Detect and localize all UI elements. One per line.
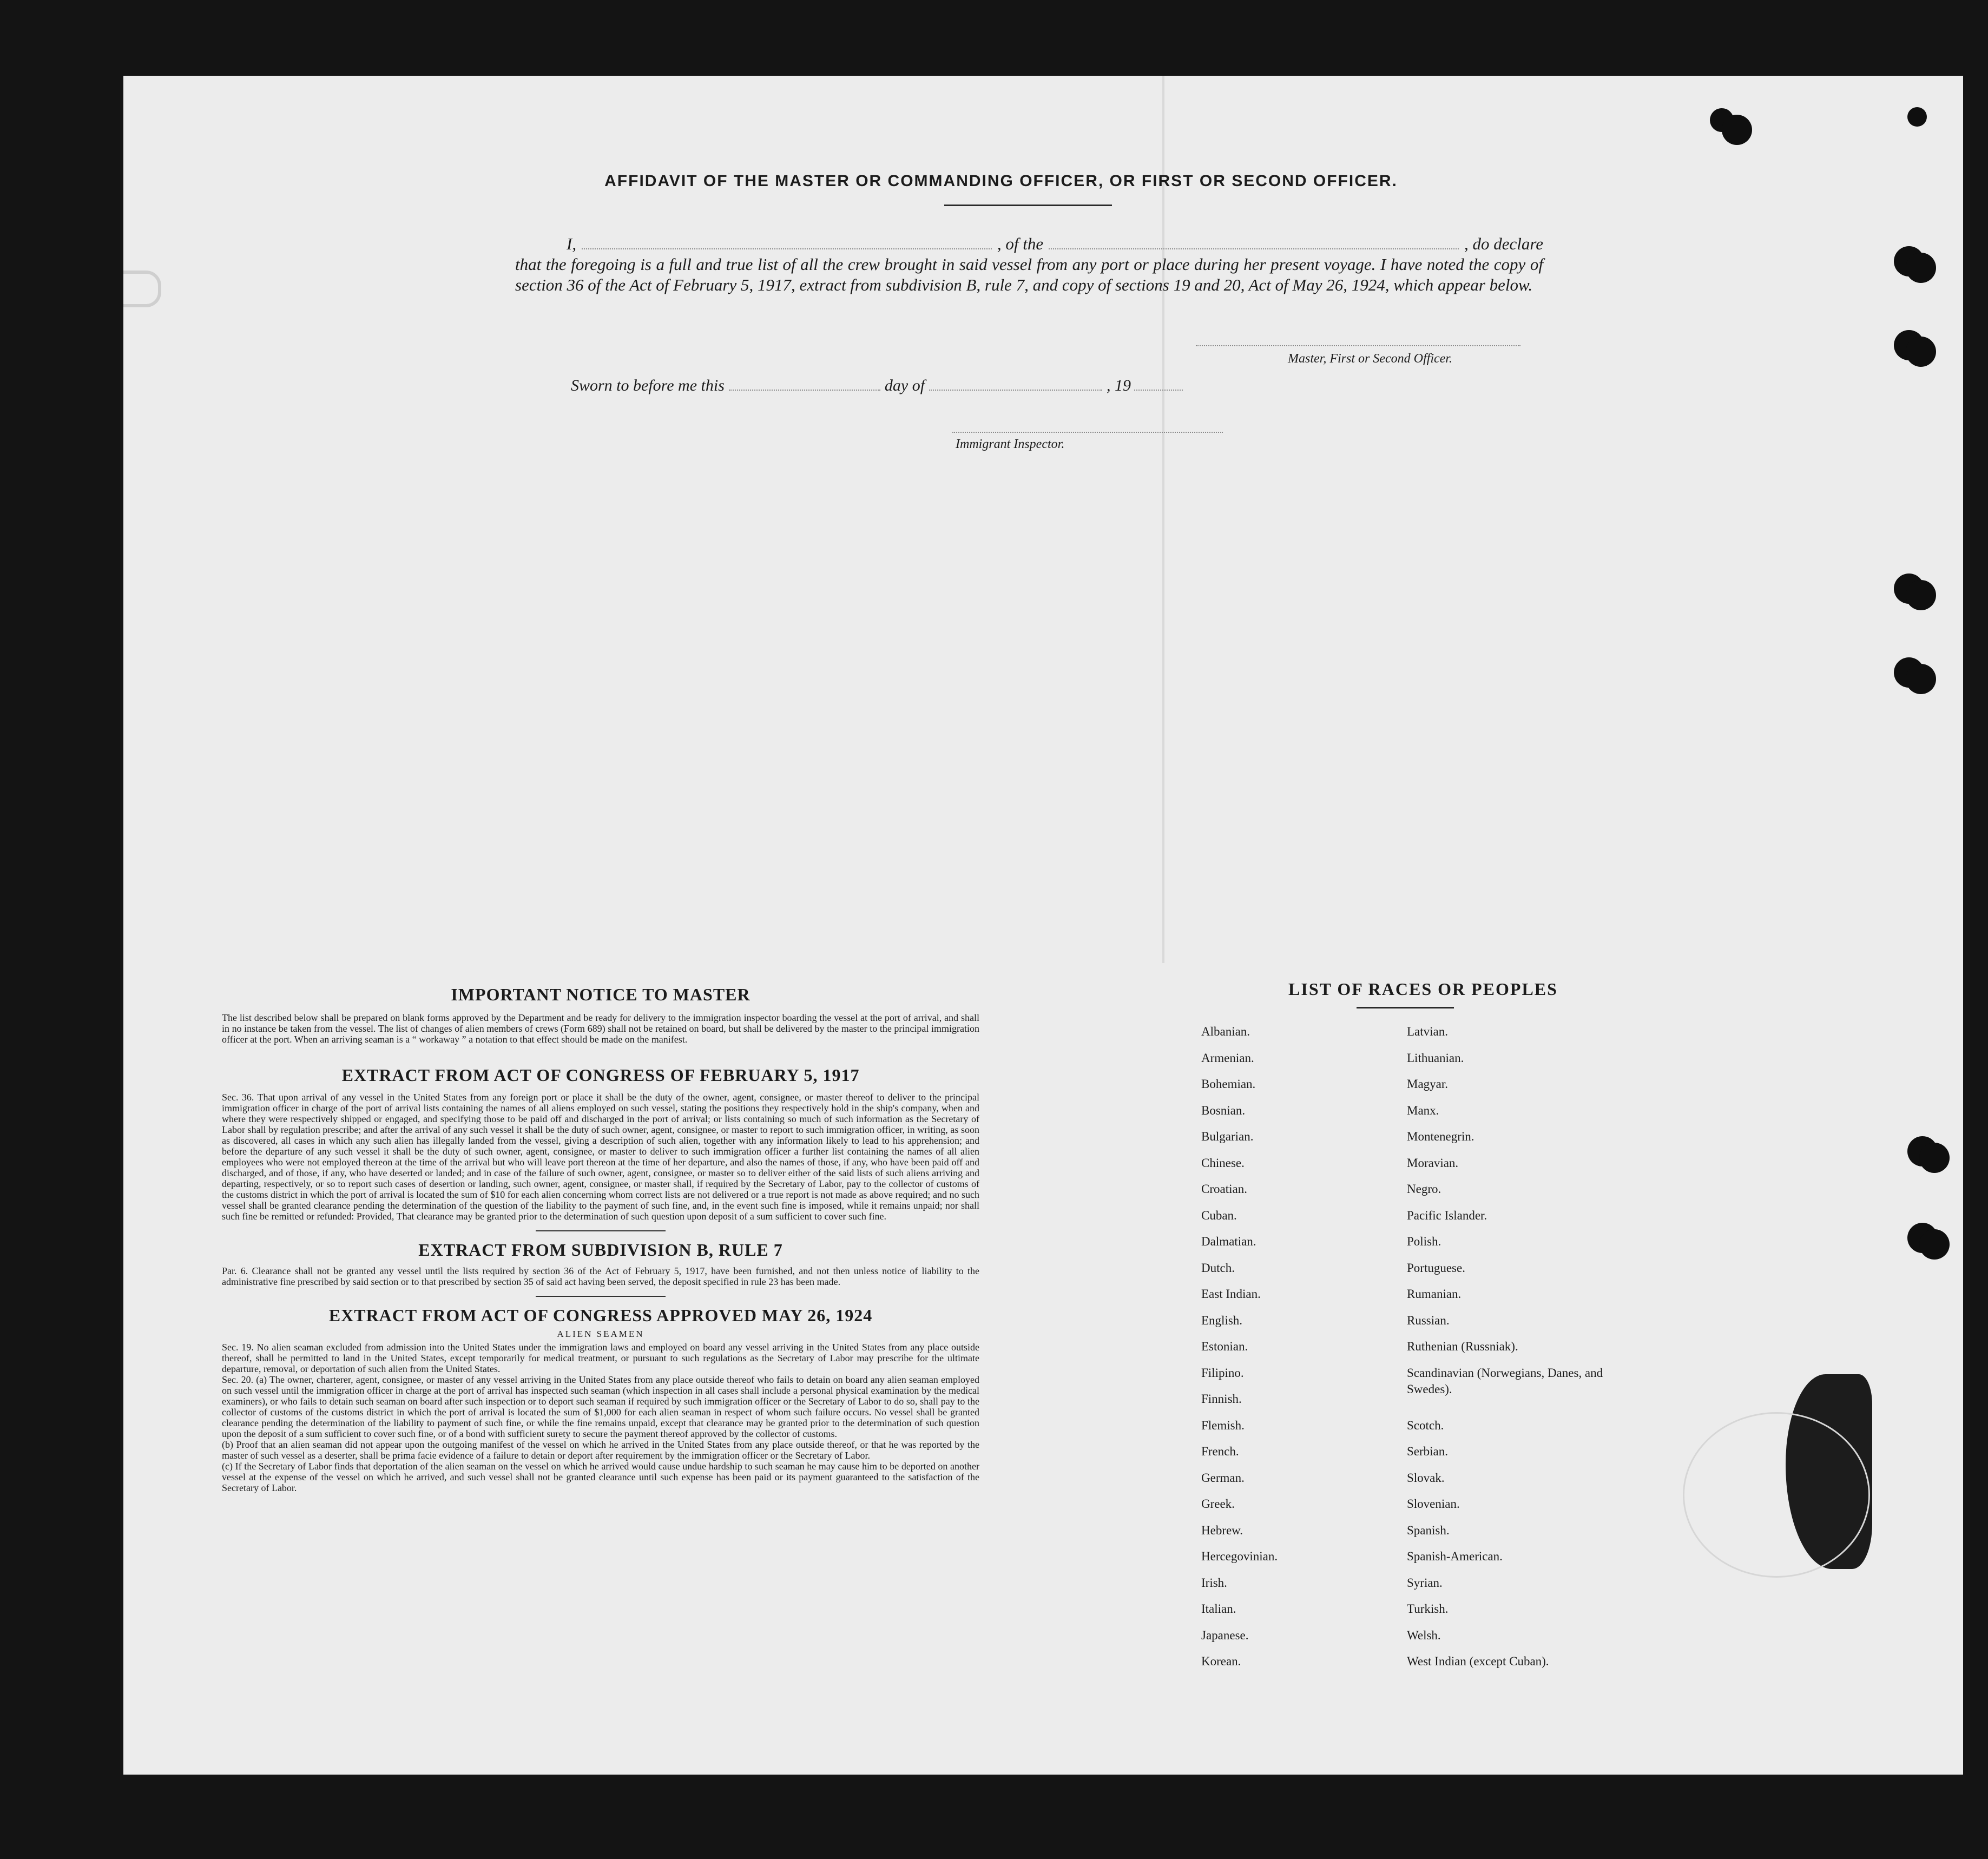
race-item: Chinese. — [1201, 1156, 1245, 1170]
subdivision-b-text: Par. 6. Clearance shall not be granted any vessel until the lists required by section 36 of the Act of February 5, 1917, have been furnished, and not then unless notice of liability to the administrative fine prescribed by said section or to that prescribed by section 35 of said act having been served, the deposit specified in rule 23 has been made. — [222, 1265, 979, 1287]
races-title: LIST OF RACES OR PEOPLES — [1288, 979, 1558, 999]
race-item: Albanian. — [1201, 1025, 1250, 1038]
extract-1917-text: Sec. 36. That upon arrival of any vessel in the United States from any foreign port or place it shall be the duty of the owner, agent, consignee, or master thereof to deliver to the principal immigration officer in charge of the port of arrival lists containing the names of all aliens employed on such vessel, stating the positions they respectively hold in the ship's company, when and where they were respectively shipped or engaged, and specifying those to be paid off and discharged in the port of arrival; or lists containing so much of such information as the Secretary of Labor shall by regulation prescribe; and after the arrival of any such vessel it shall be the duty of such owner, agent, consignee, or master to report to such immigration officer, in writing, as soon as discovered, all cases in which any such alien has illegally landed from the vessel, giving a description of such alien, together with any information likely to lead to his apprehension; and before the departure of any such vessel it shall be the duty of such owner, agent, consignee, or master to deliver to such immigration officer a further list containing the names of all alien employees who were not employed thereon at the time of the arrival but who will leave port thereon at the time of her departure, and also the names of those, if any, who have been paid off and discharged, and of those, if any, who have deserted or landed; and in case of the failure of such owner, agent, consignee, or master so to deliver either of the said lists of such aliens arriving and departing, respectively, or so to report such cases of desertion or landing, such owner, agent, consignee, or master shall, if required by the Secretary of Labor, pay to the collector of customs of the customs district in which the port of arrival is located the sum of $10 for each alien concerning whom correct lists are not delivered or a true report is not made as above required; and no such vessel shall be granted clearance pending the determination of the question of the liability to the payment of such fine, and, in the event such fine is imposed, while it remains unpaid; nor shall such fine be remitted or refunded: Provided, That clearance may be granted prior to the determination of such question upon deposit of a sum sufficient to cover such fine. — [222, 1092, 979, 1222]
day-field[interactable] — [729, 378, 880, 391]
sec19-text: Sec. 19. No alien seaman excluded from admission into the United States under the immigration laws and employed on board any vessel arriving in the United States from any place outside thereof, shall be permitted to land in the United States, except temporarily for medical treatment, or pursuant to such regulations as the Secretary of Labor may prescribe for the ultimate departure, removal, or deportation of such alien from the United States. — [222, 1342, 979, 1374]
sworn-text: Sworn to before me this — [571, 377, 725, 394]
race-item: Greek. — [1201, 1497, 1235, 1511]
punch-hole — [1894, 573, 1924, 604]
section-divider — [536, 1296, 666, 1297]
punch-hole — [1907, 107, 1927, 127]
races-column-2 — [1407, 1024, 1612, 1680]
extract-1924-title: EXTRACT FROM ACT OF CONGRESS APPROVED MAY 26, 1924 — [328, 1306, 873, 1325]
faded-seal — [1683, 1412, 1870, 1578]
races-section — [1201, 979, 1612, 1680]
races-column-1 — [1201, 1024, 1407, 1680]
race-item: Croatian. — [1201, 1182, 1247, 1196]
race-item: Moravian. — [1407, 1156, 1459, 1170]
section-divider — [536, 1230, 666, 1231]
master-signature-line[interactable] — [1196, 344, 1520, 346]
day-of-label: day of — [884, 377, 925, 394]
race-item: Syrian. — [1407, 1575, 1443, 1590]
race-item: German. — [1201, 1471, 1245, 1485]
race-item: West Indian (except Cuban). — [1407, 1654, 1549, 1668]
sec20a-text: Sec. 20. (a) The owner, charterer, agent, consignee, or master of any vessel arriving in the United States from any place outside thereof who fails to detain on board any alien seaman employed on such vessel until the immigration officer in charge at the port of arrival has inspected such seaman (which inspection in all cases shall include a personal physical examination by the medical examiners), or who fails to detain such seaman on board after such inspection or to deport such seaman if required by such immigration officer or the Secretary of Labor to do so, shall pay to the collector of customs of the customs district in which the port of arrival is located the sum of $1,000 for each alien seaman in respect of whom such failure occurs. No vessel shall be granted clearance pending the determination of the liability to payment of such fine, or while the fine remains unpaid, except that clearance may be granted prior to the determination of such question upon the deposit of a sum sufficient to cover such fine, or of a bond with sufficient surety to secure the payment thereof approved by the collector of customs. — [222, 1374, 979, 1439]
race-item: English. — [1201, 1313, 1243, 1327]
punch-hole — [1894, 657, 1924, 688]
fold-line — [1162, 76, 1164, 963]
race-item: Cuban. — [1201, 1208, 1237, 1222]
vessel-field[interactable] — [1049, 235, 1459, 249]
race-item: Japanese. — [1201, 1628, 1249, 1642]
i-label: I, — [567, 234, 577, 253]
punch-hole — [1907, 1136, 1938, 1166]
month-field[interactable] — [929, 378, 1102, 391]
race-item: Polish. — [1407, 1235, 1441, 1248]
of-the-label: , of the — [997, 234, 1044, 253]
sec20b-text: (b) Proof that an alien seaman did not appear upon the outgoing manifest of the vessel on which he arrived in the United States from any place outside thereof, or that he was reported by the master of such vessel as a deserter, shall be prima facie evidence of a failure to detain or deport after requirement by the immigration officer or the Secretary of Labor. — [222, 1439, 979, 1461]
race-item: Finnish. — [1201, 1392, 1242, 1406]
declare-label: , do declare — [1464, 234, 1544, 253]
race-item: French. — [1201, 1445, 1239, 1458]
race-item: Montenegrin. — [1407, 1130, 1474, 1143]
race-item: Scandinavian (Norwegians, Danes, and Swedes). — [1407, 1366, 1603, 1396]
race-item: Manx. — [1407, 1103, 1439, 1117]
punch-hole — [1894, 330, 1924, 360]
paper-clip — [123, 271, 161, 307]
sworn-line — [571, 377, 1183, 395]
race-item: Russian. — [1407, 1313, 1450, 1327]
races-columns — [1201, 1024, 1612, 1680]
race-item: Turkish. — [1407, 1602, 1449, 1616]
race-item: East Indian. — [1201, 1287, 1261, 1301]
race-item: Dalmatian. — [1201, 1235, 1256, 1248]
race-item: Estonian. — [1201, 1340, 1248, 1353]
extract-1917-title: EXTRACT FROM ACT OF CONGRESS OF FEBRUARY 5, 1917 — [341, 1065, 860, 1085]
affidavit-title: AFFIDAVIT OF THE MASTER OR COMMANDING OFFICER, OR FIRST OR SECOND OFFICER. — [604, 172, 1398, 190]
race-item: Slovenian. — [1407, 1497, 1460, 1511]
notice-title: IMPORTANT NOTICE TO MASTER — [451, 985, 751, 1004]
race-item: Lithuanian. — [1407, 1051, 1464, 1065]
race-item: Dutch. — [1201, 1261, 1235, 1275]
affidavit-body — [515, 234, 1543, 295]
race-item: Bulgarian. — [1201, 1130, 1254, 1143]
race-item: Rumanian. — [1407, 1287, 1462, 1301]
race-item: Hebrew. — [1201, 1523, 1243, 1537]
race-item: Negro. — [1407, 1182, 1441, 1196]
race-item: Bosnian. — [1201, 1103, 1246, 1117]
race-item: Latvian. — [1407, 1025, 1448, 1038]
race-item: Italian. — [1201, 1602, 1236, 1616]
affidavit-text: that the foregoing is a full and true list of all the crew brought in said vessel from any port or place during her present voyage. I have noted the copy of section 36 of the Act of February 5, 1917, extract from subdivision B, rule 7, and copy of sections 19 and 20, Act of May 26, 1924, which appear below. — [515, 255, 1543, 294]
extract-1924-subtitle: ALIEN SEAMEN — [557, 1329, 644, 1339]
punch-hole — [1894, 246, 1924, 276]
race-item: Irish. — [1201, 1575, 1227, 1590]
race-item: Korean. — [1201, 1654, 1241, 1668]
race-item: Hercegovinian. — [1201, 1550, 1278, 1563]
race-item: Filipino. — [1201, 1366, 1244, 1380]
race-item: Ruthenian (Russniak). — [1407, 1340, 1518, 1353]
name-field[interactable] — [582, 235, 992, 249]
race-item: Serbian. — [1407, 1445, 1449, 1458]
race-item: Portuguese. — [1407, 1261, 1465, 1275]
race-item: Armenian. — [1201, 1051, 1254, 1065]
year-field[interactable] — [1134, 378, 1183, 391]
race-item: Slovak. — [1407, 1471, 1445, 1485]
race-item: Scotch. — [1407, 1418, 1444, 1432]
year-prefix: , 19 — [1107, 377, 1131, 394]
subdivision-b-title: EXTRACT FROM SUBDIVISION B, RULE 7 — [418, 1240, 783, 1260]
master-label: Master, First or Second Officer. — [1288, 352, 1452, 366]
declaration-line — [515, 234, 1543, 254]
punch-hole — [1710, 108, 1734, 132]
race-item: Spanish-American. — [1407, 1550, 1503, 1563]
notice-section — [222, 985, 979, 1493]
race-item: Bohemian. — [1201, 1077, 1256, 1091]
inspector-signature-line[interactable] — [952, 432, 1223, 433]
sec20c-text: (c) If the Secretary of Labor finds that deportation of the alien seaman on the vessel on which he arrived would cause undue hardship to such seaman he may cause him to be deported on another vessel at the expense of the vessel on which he arrived, and such vessel shall not be granted clearance until such expense has been paid or its payment guaranteed to the satisfaction of the Secretary of Labor. — [222, 1461, 979, 1493]
title-rule — [944, 205, 1112, 206]
race-item: Welsh. — [1407, 1628, 1441, 1642]
race-item: Flemish. — [1201, 1418, 1245, 1432]
race-item: Pacific Islander. — [1407, 1208, 1487, 1222]
punch-hole — [1907, 1223, 1938, 1253]
races-rule — [1357, 1007, 1454, 1008]
notice-text: The list described below shall be prepared on blank forms approved by the Department and be ready for delivery to the immigration inspector boarding the vessel at the port of arrival, and shall in no instance be taken from the vessel. The list of changes of alien members of crews (Form 689) shall not be retained on board, but shall be delivered by the master to the principal immigration officer at the port. When an arriving seaman is a “ workaway ” a notation to that effect should be made on the manifest. — [222, 1012, 979, 1045]
race-item: Magyar. — [1407, 1077, 1449, 1091]
race-item: Spanish. — [1407, 1523, 1450, 1537]
inspector-label: Immigrant Inspector. — [956, 437, 1065, 451]
